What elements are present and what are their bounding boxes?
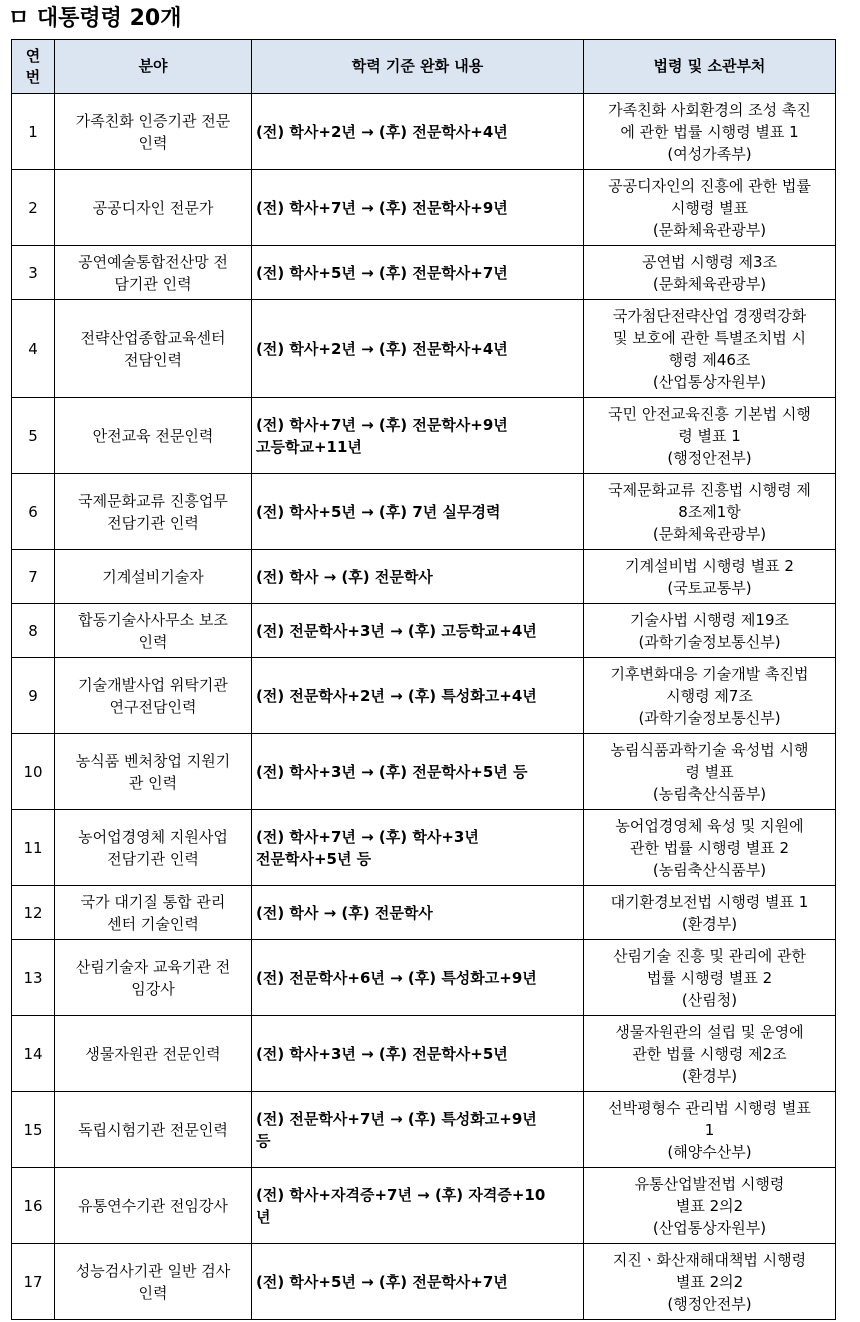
header-criteria: 학력 기준 완화 내용 (252, 40, 584, 94)
table-row (12, 734, 836, 810)
law-cell: 산림기술 진흥 및 관리에 관한 법률 시행령 별표 2 (산림청) (584, 940, 836, 1016)
field-cell: 농식품 벤처창업 지원기 관 인력 (55, 734, 252, 810)
row-number: 7 (12, 550, 55, 604)
field-cell: 산림기술자 교육기관 전 임강사 (55, 940, 252, 1016)
law-cell: 가족친화 사회환경의 조성 촉진 에 관한 법률 시행령 별표 1 (여성가족부) (584, 94, 836, 170)
law-cell: 유통산업발전법 시행령 별표 2의2 (산업통상자원부) (584, 1168, 836, 1244)
row-number: 17 (12, 1244, 55, 1320)
table-row (12, 604, 836, 658)
regulation-table (11, 39, 836, 1320)
criteria-cell: (전) 학사+7년 → (후) 전문학사+9년 고등학교+11년 (252, 398, 584, 474)
criteria-cell: (전) 학사+3년 → (후) 전문학사+5년 (252, 1016, 584, 1092)
criteria-cell: (전) 학사+자격증+7년 → (후) 자격증+10 년 (252, 1168, 584, 1244)
law-cell: 생물자원관의 설립 및 운영에 관한 법률 시행령 제2조 (환경부) (584, 1016, 836, 1092)
row-number: 9 (12, 658, 55, 734)
field-cell: 국가 대기질 통합 관리 센터 기술인력 (55, 886, 252, 940)
law-cell: 기후변화대응 기술개발 촉진법 시행령 제7조 (과학기술정보통신부) (584, 658, 836, 734)
field-cell: 국제문화교류 진흥업무 전담기관 인력 (55, 474, 252, 550)
criteria-cell: (전) 학사+5년 → (후) 전문학사+7년 (252, 1244, 584, 1320)
table-row (12, 1244, 836, 1320)
table-row (12, 940, 836, 1016)
criteria-cell: (전) 전문학사+2년 → (후) 특성화고+4년 (252, 658, 584, 734)
row-number: 10 (12, 734, 55, 810)
field-cell: 유통연수기관 전임강사 (55, 1168, 252, 1244)
table-row (12, 550, 836, 604)
criteria-cell: (전) 학사+5년 → (후) 전문학사+7년 (252, 246, 584, 300)
law-cell: 대기환경보전법 시행령 별표 1 (환경부) (584, 886, 836, 940)
law-cell: 농어업경영체 육성 및 지원에 관한 법률 시행령 별표 2 (농림축산식품부) (584, 810, 836, 886)
field-cell: 안전교육 전문인력 (55, 398, 252, 474)
row-number: 1 (12, 94, 55, 170)
criteria-cell: (전) 학사+2년 → (후) 전문학사+4년 (252, 94, 584, 170)
law-cell: 기계설비법 시행령 별표 2 (국토교통부) (584, 550, 836, 604)
table-row (12, 1168, 836, 1244)
table-row (12, 300, 836, 398)
law-cell: 국민 안전교육진흥 기본법 시행 령 별표 1 (행정안전부) (584, 398, 836, 474)
row-number: 6 (12, 474, 55, 550)
law-cell: 국제문화교류 진흥법 시행령 제 8조제1항 (문화체육관광부) (584, 474, 836, 550)
table-row (12, 94, 836, 170)
table-row (12, 246, 836, 300)
table-row (12, 810, 836, 886)
field-cell: 농어업경영체 지원사업 전담기관 인력 (55, 810, 252, 886)
row-number: 16 (12, 1168, 55, 1244)
table-row (12, 1092, 836, 1168)
section-title: ㅁ 대통령령 20개 (8, 6, 182, 31)
row-number: 8 (12, 604, 55, 658)
field-cell: 공연예술통합전산망 전 담기관 인력 (55, 246, 252, 300)
field-cell: 공공디자인 전문가 (55, 170, 252, 246)
criteria-cell: (전) 학사+2년 → (후) 전문학사+4년 (252, 300, 584, 398)
criteria-cell: (전) 학사+7년 → (후) 학사+3년 전문학사+5년 등 (252, 810, 584, 886)
criteria-cell: (전) 학사 → (후) 전문학사 (252, 550, 584, 604)
table-row (12, 658, 836, 734)
law-cell: 기술사법 시행령 제19조 (과학기술정보통신부) (584, 604, 836, 658)
criteria-cell: (전) 학사+3년 → (후) 전문학사+5년 등 (252, 734, 584, 810)
row-number: 3 (12, 246, 55, 300)
criteria-cell: (전) 전문학사+7년 → (후) 특성화고+9년 등 (252, 1092, 584, 1168)
table-row (12, 170, 836, 246)
table-row (12, 1016, 836, 1092)
row-number: 11 (12, 810, 55, 886)
law-cell: 선박평형수 관리법 시행령 별표 1 (해양수산부) (584, 1092, 836, 1168)
table-body (12, 40, 836, 1320)
field-cell: 기계설비기술자 (55, 550, 252, 604)
table-header-row (12, 40, 836, 94)
row-number: 2 (12, 170, 55, 246)
law-cell: 공연법 시행령 제3조 (문화체육관광부) (584, 246, 836, 300)
header-field: 분야 (55, 40, 252, 94)
table-row (12, 886, 836, 940)
criteria-cell: (전) 학사 → (후) 전문학사 (252, 886, 584, 940)
row-number: 5 (12, 398, 55, 474)
criteria-cell: (전) 전문학사+3년 → (후) 고등학교+4년 (252, 604, 584, 658)
field-cell: 가족친화 인증기관 전문 인력 (55, 94, 252, 170)
table-row (12, 474, 836, 550)
field-cell: 합동기술사사무소 보조 인력 (55, 604, 252, 658)
table-row (12, 398, 836, 474)
row-number: 4 (12, 300, 55, 398)
row-number: 12 (12, 886, 55, 940)
field-cell: 독립시험기관 전문인력 (55, 1092, 252, 1168)
law-cell: 농림식품과학기술 육성법 시행 령 별표 (농림축산식품부) (584, 734, 836, 810)
row-number: 14 (12, 1016, 55, 1092)
row-number: 15 (12, 1092, 55, 1168)
criteria-cell: (전) 학사+5년 → (후) 7년 실무경력 (252, 474, 584, 550)
law-cell: 지진ㆍ화산재해대책법 시행령 별표 2의2 (행정안전부) (584, 1244, 836, 1320)
criteria-cell: (전) 학사+7년 → (후) 전문학사+9년 (252, 170, 584, 246)
row-number: 13 (12, 940, 55, 1016)
header-law: 법령 및 소관부처 (584, 40, 836, 94)
header-num: 연 번 (12, 40, 55, 94)
field-cell: 생물자원관 전문인력 (55, 1016, 252, 1092)
field-cell: 기술개발사업 위탁기관 연구전담인력 (55, 658, 252, 734)
criteria-cell: (전) 전문학사+6년 → (후) 특성화고+9년 (252, 940, 584, 1016)
law-cell: 공공디자인의 진흥에 관한 법률 시행령 별표 (문화체육관광부) (584, 170, 836, 246)
law-cell: 국가첨단전략산업 경쟁력강화 및 보호에 관한 특별조치법 시 행령 제46조 (산업통상자원부) (584, 300, 836, 398)
field-cell: 전략산업종합교육센터 전담인력 (55, 300, 252, 398)
field-cell: 성능검사기관 일반 검사 인력 (55, 1244, 252, 1320)
